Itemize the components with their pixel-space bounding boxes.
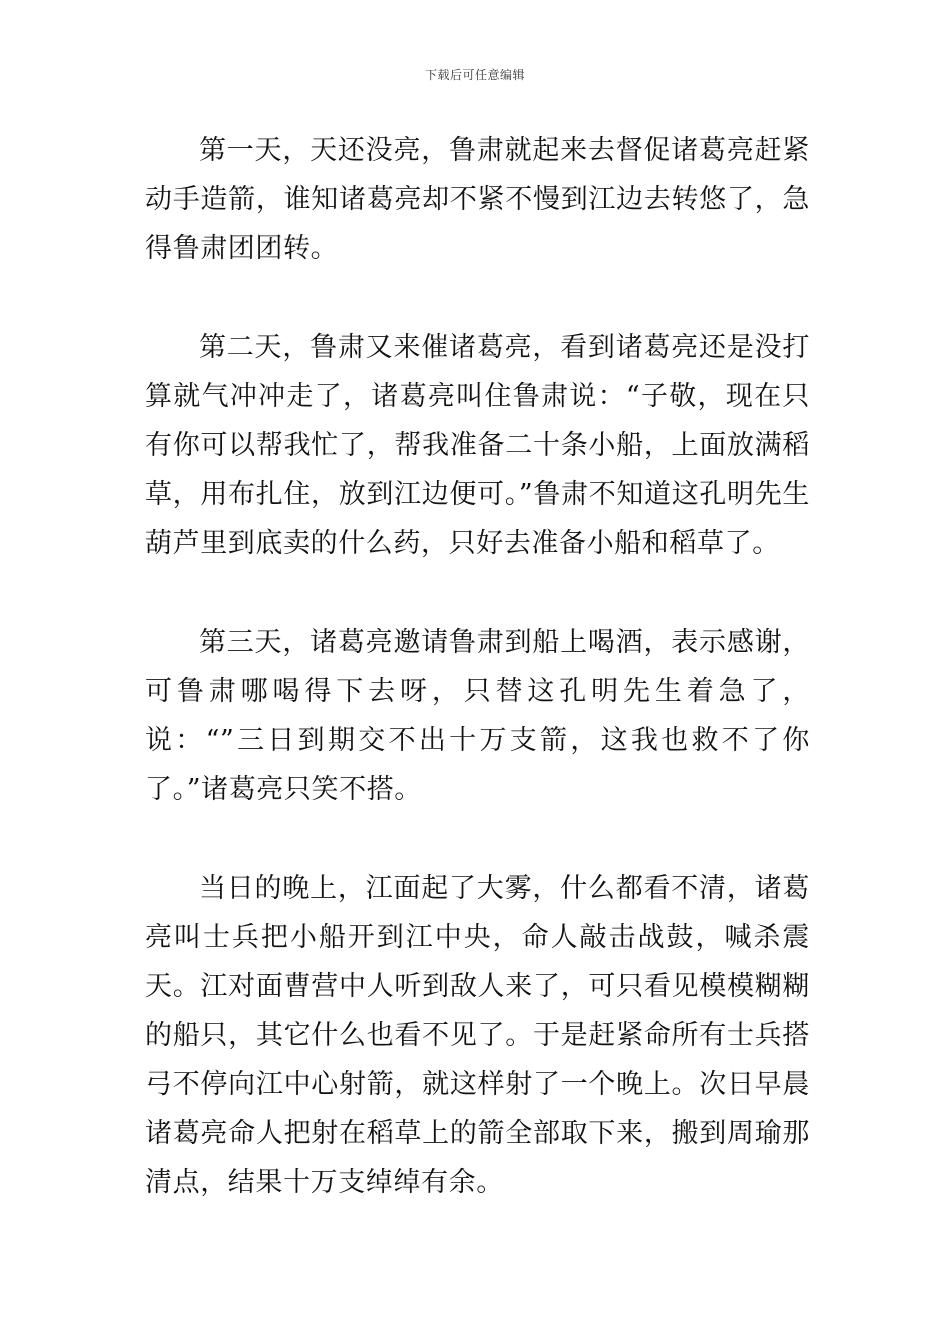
paragraph-4: 当日的晚上，江面起了大雾，什么都看不清，诸葛亮叫士兵把小船开到江中央，命人敲击战鼓，喊杀震天。江对面曹营中人听到敌人来了，可只看见模模糊糊的船只，其它什么也看不见了。于是赶紧命所有士兵搭弓不停向江中心射箭，就这样射了一个晚上。次日早晨诸葛亮命人把射在稻草上的箭全部取下来，搬到周瑜那清点，结果十万支绰绰有余。	[145, 873, 810, 1198]
paragraph-3: 第三天，诸葛亮邀请鲁肃到船上喝酒，表示感谢，可鲁肃哪喝得下去呀，只替这孔明先生着急了，说：“”三日到期交不出十万支箭，这我也救不了你了。”诸葛亮只笑不搭。	[145, 627, 810, 805]
paragraph-1: 第一天，天还没亮，鲁肃就起来去督促诸葛亮赶紧动手造箭，谁知诸葛亮却不紧不慢到江边去转悠了，急得鲁肃团团转。	[145, 135, 810, 264]
header-note: 下载后可任意编辑	[424, 68, 525, 82]
paragraph-2: 第二天，鲁肃又来催诸葛亮，看到诸葛亮还是没打算就气冲冲走了，诸葛亮叫住鲁肃说：“子敬，现在只有你可以帮我忙了，帮我准备二十条小船，上面放满稻草，用布扎住，放到江边便可。”鲁肃不知道这孔明先生葫芦里到底卖的什么药，只好去准备小船和稻草了。	[145, 332, 810, 559]
document-body	[145, 126, 810, 1257]
